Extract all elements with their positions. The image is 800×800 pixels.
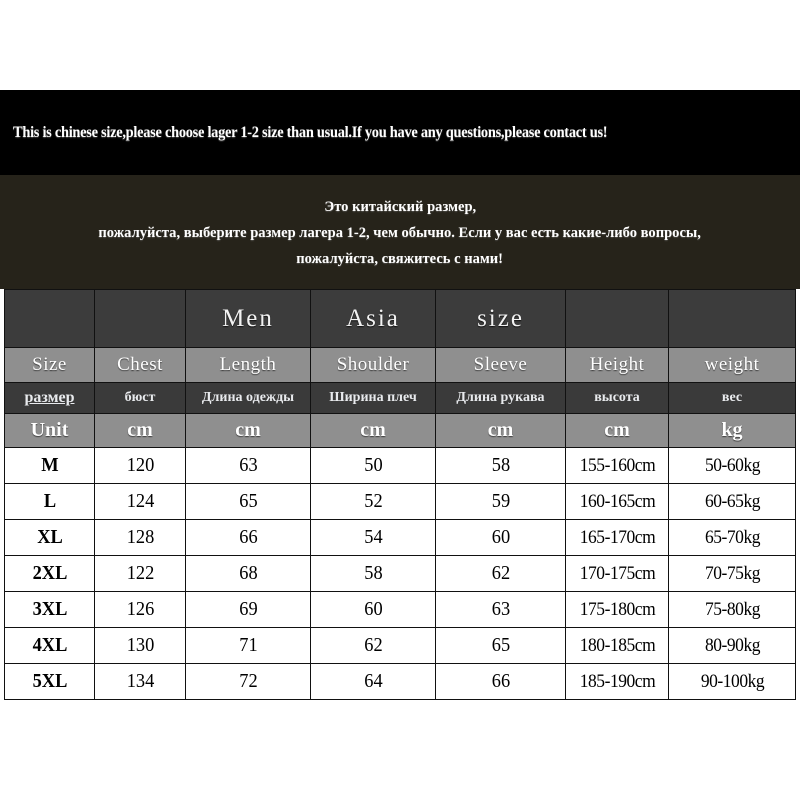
cell-shoulder: 52 (316, 484, 431, 520)
cell-sleeve: 65 (441, 628, 561, 664)
cell-sleeve: 60 (441, 520, 561, 556)
unit-shoulder: cm (311, 414, 436, 448)
unit-height: cm (566, 414, 669, 448)
cell-height: 185-190cm (570, 664, 665, 700)
header-en-weight: weight (669, 348, 796, 383)
cell-height: 155-160cm (570, 448, 665, 484)
cell-chest: 124 (98, 484, 182, 520)
russian-notice-line-2: пожалуйста, выберите размер лагера 1-2, чем обычно. Если у вас есть какие-либо вопросы, (98, 224, 702, 241)
cell-weight: 70-75kg (674, 556, 791, 592)
cell-shoulder: 58 (316, 556, 431, 592)
cell-size: 2XL (8, 556, 91, 592)
header-en-size: Size (5, 348, 95, 383)
title-cell-empty-2 (95, 290, 186, 348)
cell-chest: 122 (98, 556, 182, 592)
cell-sleeve: 62 (441, 556, 561, 592)
cell-weight: 50-60kg (674, 448, 791, 484)
cell-shoulder: 62 (316, 628, 431, 664)
unit-length: cm (186, 414, 311, 448)
cell-length: 69 (191, 592, 306, 628)
cell-shoulder: 64 (316, 664, 431, 700)
cell-chest: 128 (98, 520, 182, 556)
title-cell-asia: Asia (311, 290, 436, 348)
unit-chest: cm (95, 414, 186, 448)
table-row (5, 628, 796, 664)
header-en-length: Length (186, 348, 311, 383)
cell-chest: 130 (98, 628, 182, 664)
table-row (5, 592, 796, 628)
cell-height: 175-180cm (570, 592, 665, 628)
cell-height: 160-165cm (570, 484, 665, 520)
cell-shoulder: 60 (316, 592, 431, 628)
cell-length: 65 (191, 484, 306, 520)
header-ru-shoulder: Ширина плеч (311, 383, 436, 414)
cell-sleeve: 66 (441, 664, 561, 700)
cell-height: 180-185cm (570, 628, 665, 664)
russian-notice-line-1: Это китайский размер, (324, 198, 476, 215)
title-cell-size: size (436, 290, 566, 348)
cell-chest: 126 (98, 592, 182, 628)
title-cell-empty-1 (5, 290, 95, 348)
cell-chest: 134 (98, 664, 182, 700)
table-header-row-english (5, 348, 796, 383)
cell-height: 165-170cm (570, 520, 665, 556)
header-ru-size: размер (5, 383, 95, 414)
unit-label: Unit (5, 414, 95, 448)
table-title-row (5, 290, 796, 348)
russian-notice-line-3: пожалуйста, свяжитесь с нами! (296, 250, 504, 267)
cell-weight: 90-100kg (674, 664, 791, 700)
table-row (5, 556, 796, 592)
title-cell-empty-4 (669, 290, 796, 348)
cell-weight: 65-70kg (674, 520, 791, 556)
cell-size: M (8, 448, 91, 484)
english-notice-text: This is chinese size,please choose lager 1-2 size than usual.If you have any questions,please contact us! (13, 123, 608, 141)
russian-notice-banner (0, 175, 800, 289)
cell-length: 72 (191, 664, 306, 700)
table-row (5, 520, 796, 556)
cell-weight: 80-90kg (674, 628, 791, 664)
table-row (5, 448, 796, 484)
cell-height: 170-175cm (570, 556, 665, 592)
header-ru-height: высота (566, 383, 669, 414)
table-row (5, 664, 796, 700)
cell-size: 3XL (8, 592, 91, 628)
title-cell-men: Men (186, 290, 311, 348)
header-en-height: Height (566, 348, 669, 383)
cell-weight: 75-80kg (674, 592, 791, 628)
cell-length: 66 (191, 520, 306, 556)
size-chart-table (4, 289, 796, 700)
cell-sleeve: 58 (441, 448, 561, 484)
unit-weight: kg (669, 414, 796, 448)
header-ru-sleeve: Длина рукава (436, 383, 566, 414)
cell-length: 71 (191, 628, 306, 664)
header-en-chest: Chest (95, 348, 186, 383)
cell-size: 4XL (8, 628, 91, 664)
title-cell-empty-3 (566, 290, 669, 348)
cell-length: 68 (191, 556, 306, 592)
header-en-shoulder: Shoulder (311, 348, 436, 383)
header-en-sleeve: Sleeve (436, 348, 566, 383)
english-notice-banner (0, 90, 800, 175)
cell-shoulder: 50 (316, 448, 431, 484)
header-ru-weight: вес (669, 383, 796, 414)
header-ru-chest: бюст (95, 383, 186, 414)
table-header-row-russian (5, 383, 796, 414)
cell-size: XL (8, 520, 91, 556)
cell-chest: 120 (98, 448, 182, 484)
cell-size: L (8, 484, 91, 520)
cell-sleeve: 63 (441, 592, 561, 628)
header-ru-length: Длина одежды (186, 383, 311, 414)
unit-sleeve: cm (436, 414, 566, 448)
cell-size: 5XL (8, 664, 91, 700)
cell-sleeve: 59 (441, 484, 561, 520)
table-row (5, 484, 796, 520)
cell-weight: 60-65kg (674, 484, 791, 520)
cell-shoulder: 54 (316, 520, 431, 556)
table-unit-row (5, 414, 796, 448)
cell-length: 63 (191, 448, 306, 484)
